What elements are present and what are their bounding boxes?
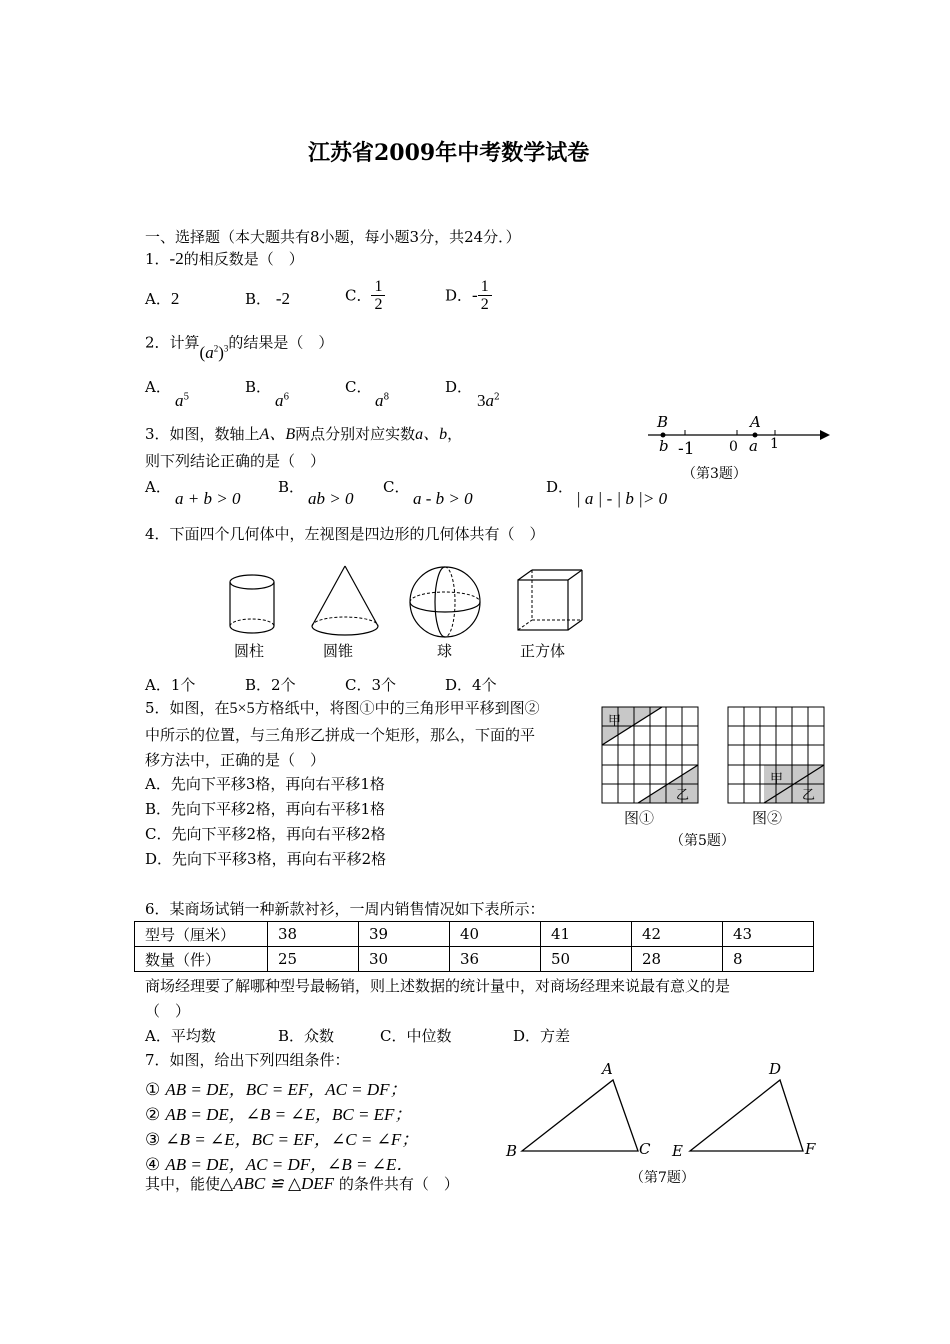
table-cell: 28	[632, 947, 723, 972]
label-B: B	[506, 1142, 518, 1160]
table-cell: 数量（件）	[135, 947, 268, 972]
question-7-stem: 7．如图，给出下列四组条件：	[145, 1051, 350, 1069]
label-yi-2: 乙	[802, 788, 816, 803]
q3-option-b: ab > 0	[308, 489, 354, 508]
q6-option-a: A．平均数	[145, 1027, 216, 1045]
q1-option-b: B． -2	[245, 289, 290, 308]
q3-option-a-label: A．	[145, 478, 171, 496]
section-heading: 一、选择题（本大题共有8小题，每小题3分，共24分．）	[145, 228, 521, 246]
fraction: $\frac{1}{2}$	[371, 278, 385, 313]
label-a: a	[749, 437, 758, 455]
q3-option-a: a + b > 0	[175, 489, 241, 508]
label-B: B	[657, 413, 669, 431]
label-F: F	[805, 1140, 816, 1158]
table-cell: 型号（厘米）	[135, 922, 268, 947]
grid-figures	[598, 703, 830, 853]
table-cell: 25	[268, 947, 359, 972]
label-yi: 乙	[676, 788, 690, 803]
q3-option-d-label: D．	[546, 478, 574, 496]
grid-figure-2	[728, 707, 824, 803]
table-row	[135, 947, 814, 972]
shape-label-cube: 正方体	[520, 642, 566, 660]
table-row	[135, 922, 814, 947]
table-cell: 40	[450, 922, 541, 947]
question-7-last: 其中，能使△ABC ≌ △DEF 的条件共有（ ）	[145, 1174, 459, 1193]
label-E: E	[672, 1142, 683, 1160]
question-1-stem: 1．-2的相反数是（ ）	[145, 249, 304, 268]
question-4-stem: 4．下面四个几何体中，左视图是四边形的几何体共有（ ）	[145, 525, 545, 543]
q4-option-d: D．4个	[445, 676, 497, 694]
q2-option-b-expr: $a^6$	[275, 391, 290, 410]
figure-caption: （第7题）	[630, 1170, 695, 1186]
table-cell: 42	[632, 922, 723, 947]
fig1-caption: 图①	[624, 809, 655, 827]
q2-option-c: C．	[345, 378, 372, 396]
q2-option-c-expr: $a^8$	[375, 391, 390, 410]
table-cell: 39	[359, 922, 450, 947]
q1-option-a: A．2	[145, 289, 180, 308]
question-5-line3: 移方法中，正确的是（ ）	[145, 751, 326, 769]
q7-condition-1: ① AB = DE，BC = EF，AC = DF；	[145, 1080, 407, 1100]
shape-label-cylinder: 圆柱	[234, 642, 265, 660]
label-one: 1	[770, 436, 779, 452]
table-cell: 41	[541, 922, 632, 947]
q2-option-a: A．	[145, 378, 171, 396]
fraction: $\frac{1}{2}$	[478, 278, 492, 313]
q6-option-b: B．众数	[278, 1027, 335, 1045]
question-3-line1: 3．如图，数轴上A、B两点分别对应实数a、b，	[145, 425, 463, 443]
q7-condition-2: ② AB = DE，∠B = ∠E，BC = EF；	[145, 1105, 412, 1125]
table-cell: 38	[268, 922, 359, 947]
table-cell: 50	[541, 947, 632, 972]
q4-option-a: A．1个	[145, 676, 196, 694]
q5-option-c: C．先向下平移2格，再向右平移2格	[145, 825, 386, 843]
q3-option-c-label: C．	[383, 478, 410, 496]
q4-option-c: C．3个	[345, 676, 397, 694]
triangles-figure	[500, 1058, 830, 1193]
q7-condition-4: ④ AB = DE，AC = DF，∠B = ∠E．	[145, 1155, 414, 1175]
sphere-icon	[410, 567, 480, 637]
figure-caption: （第5题）	[670, 833, 735, 849]
page-title: 江苏省2009年中考数学试卷	[308, 140, 590, 166]
number-line-figure	[640, 410, 840, 490]
label-zero: 0	[729, 439, 738, 455]
q1-option-d: D．- $\frac{1}{2}$	[445, 278, 492, 313]
q2-option-a-expr: $a^5$	[175, 391, 190, 410]
figure-caption: （第3题）	[682, 466, 747, 482]
triangle-abc	[522, 1080, 638, 1151]
label-jia: 甲	[608, 714, 622, 729]
fig2-caption: 图②	[752, 809, 783, 827]
q2-expression: $(a^2)^3$	[199, 342, 229, 362]
sales-table	[134, 921, 814, 972]
q3-option-d: | a | - | b |> 0	[576, 489, 668, 508]
shape-label-cone: 圆锥	[323, 642, 354, 660]
q5-option-b: B．先向下平移2格，再向右平移1格	[145, 800, 386, 818]
q2-option-d: D．	[445, 378, 473, 396]
question-5-line2: 中所示的位置，与三角形乙拼成一个矩形，那么，下面的平	[145, 726, 536, 744]
q5-option-d: D．先向下平移3格，再向右平移2格	[145, 850, 387, 868]
triangle-def	[690, 1080, 803, 1151]
question-5-line1: 5．如图，在5×5方格纸中，将图①中的三角形甲平移到图②	[145, 699, 540, 717]
label-A: A	[602, 1060, 613, 1078]
question-6-line3: （ ）	[145, 1002, 191, 1020]
q2-option-d-expr: $3a^2$	[477, 391, 500, 410]
cylinder-icon	[230, 575, 274, 633]
table-cell: 36	[450, 947, 541, 972]
table-cell: 8	[723, 947, 814, 972]
question-6-line2: 商场经理要了解哪种型号最畅销，则上述数据的统计量中，对商场经理来说最有意义的是	[145, 977, 731, 995]
q4-option-b: B．2个	[245, 676, 296, 694]
label-jia-2: 甲	[770, 772, 784, 787]
label-A: A	[750, 413, 761, 431]
arrow-icon	[820, 430, 830, 440]
q1-expression: -2	[169, 249, 184, 268]
q3-option-b-label: B．	[278, 478, 305, 496]
grid-figure-1	[602, 707, 698, 803]
label-b: b	[659, 437, 669, 455]
question-6-stem: 6．某商场试销一种新款衬衫，一周内销售情况如下表所示：	[145, 900, 545, 918]
q6-option-c: C．中位数	[380, 1027, 452, 1045]
cone-icon	[312, 566, 378, 635]
solids-figure	[220, 560, 600, 670]
q5-option-a: A．先向下平移3格，再向右平移1格	[145, 775, 385, 793]
cube-icon	[518, 570, 582, 630]
label-C: C	[639, 1140, 651, 1158]
question-2-stem: 2．计算$(a^2)^3$的结果是（ ）	[145, 333, 334, 362]
q7-condition-3: ③ ∠B = ∠E，BC = EF，∠C = ∠F；	[145, 1130, 419, 1150]
shape-label-sphere: 球	[437, 642, 453, 660]
label-D: D	[769, 1060, 782, 1078]
q3-option-c: a - b > 0	[413, 489, 473, 508]
table-cell: 30	[359, 947, 450, 972]
table-cell: 43	[723, 922, 814, 947]
label-minus1: -1	[678, 439, 695, 459]
q6-option-d: D．方差	[513, 1027, 571, 1045]
question-3-line2: 则下列结论正确的是（ ）	[145, 452, 326, 470]
q2-option-b: B．	[245, 378, 272, 396]
q1-option-c: C． $\frac{1}{2}$	[345, 278, 385, 313]
